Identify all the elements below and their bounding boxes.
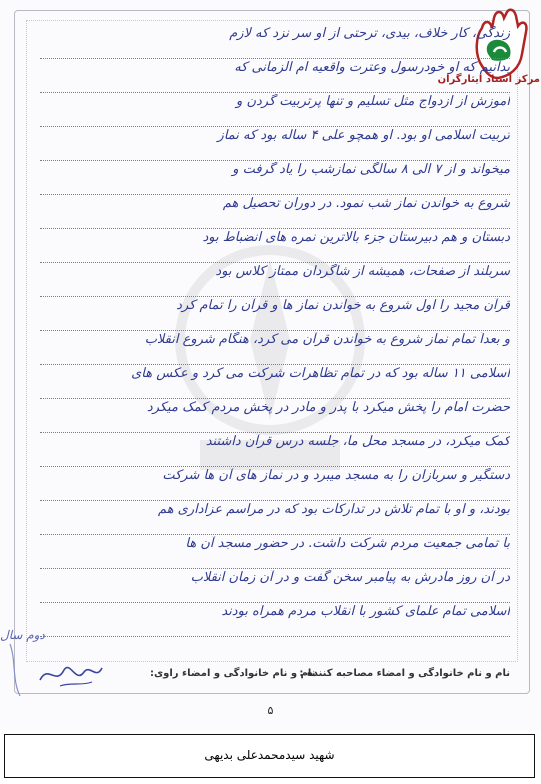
handwriting-line: در آن روز مادرش به پیامبر سخن گفت و در آن زمان انقلاب bbox=[190, 570, 510, 585]
handwriting-line: کمک میکرد، در مسجد محل ما، جلسه درس قرآن داشتند bbox=[205, 434, 510, 449]
caption-box bbox=[4, 734, 535, 778]
ruled-line bbox=[40, 500, 510, 501]
handwriting-line: آموزش از ازدواج مثل تسلیم و تنها پرتربیت گردن و bbox=[236, 94, 510, 109]
margin-note: دوم سال bbox=[0, 628, 45, 642]
handwriting-line: قرآن مجید را اول شروع به خواندن نماز ها و قرآن را تمام کرد bbox=[176, 298, 510, 313]
handwriting-line: تربیت اسلامی او بود. او همچو علی ۴ ساله بود که نماز bbox=[217, 128, 510, 143]
ruled-line bbox=[40, 602, 510, 603]
ruled-line bbox=[40, 432, 510, 433]
ruled-line bbox=[40, 364, 510, 365]
handwriting-line: شروع به خواندن نماز شب نمود. در دوران تحصیل هم bbox=[222, 196, 510, 211]
ruled-line bbox=[40, 398, 510, 399]
page-number: ۵ bbox=[267, 704, 274, 717]
ruled-line bbox=[40, 126, 510, 127]
logo-caption: مرکز اسناد ایثارگران bbox=[437, 74, 540, 85]
ruled-line bbox=[40, 534, 510, 535]
ruled-line bbox=[40, 466, 510, 467]
handwritten-signature bbox=[30, 656, 110, 692]
ruled-line bbox=[40, 262, 510, 263]
handwriting-line: دبستان و هم دبیرستان جزء بالاترین نمره های انضباط بود bbox=[202, 230, 510, 245]
ruled-line bbox=[40, 160, 510, 161]
handwriting-line: دستگیر و سربازان را به مسجد میبرد و در نماز های آن ها شرکت bbox=[162, 468, 510, 483]
handwriting-line: میخواند و از ۷ الی ۸ سالگی نمازشب را یاد گرفت و bbox=[232, 162, 510, 177]
handwritten-text-block bbox=[40, 26, 510, 658]
ruled-line bbox=[40, 296, 510, 297]
ruled-line bbox=[40, 330, 510, 331]
ruled-line bbox=[40, 636, 510, 637]
ruled-line bbox=[40, 58, 510, 59]
handwriting-line: و بعداً تمام نماز شروع به خواندن قرآن می کرد، هنگام شروع انقلاب bbox=[144, 332, 510, 347]
martyr-caption: شهید سیدمحمدعلی بدیهی bbox=[204, 748, 335, 762]
ruled-line bbox=[40, 92, 510, 93]
interviewer-signature-label: نام و نام خانوادگی و امضاء مصاحبه کننده : bbox=[299, 668, 510, 679]
handwriting-line: سربلند از صفحات، همیشه از شاگردان ممتاز کلاس بود bbox=[215, 264, 510, 279]
ruled-line bbox=[40, 228, 510, 229]
narrator-signature-label: نام و نام خانوادگی و امضاء راوی: bbox=[150, 668, 316, 679]
handwriting-line: بودند، و او با تمام تلاش در تدارکات بود که در مراسم عزاداری هم bbox=[158, 502, 510, 517]
handwriting-line: حضرت امام را پخش میکرد با پدر و مادر در پخش مردم کمک میکرد bbox=[146, 400, 510, 415]
handwriting-line: اسلامی تمام علمای کشور با انقلاب مردم همراه بودند bbox=[221, 604, 510, 619]
handwriting-line: اسلامی ۱۱ ساله بود که در تمام تظاهرات شرکت می کرد و عکس های bbox=[131, 366, 510, 381]
handwriting-line: با تمامی جمعیت مردم شرکت داشت. در حضور مسجد آن ها bbox=[185, 536, 510, 551]
ruled-line bbox=[40, 568, 510, 569]
handwriting-line: بدانیم که او خودرسول وعترت واقعیه ام الزمانی که bbox=[234, 60, 510, 75]
handwriting-line: زندگی، کار خلاف، بیدی، ترحتی از او سر نزد که لازم bbox=[229, 26, 510, 41]
ruled-line bbox=[40, 194, 510, 195]
